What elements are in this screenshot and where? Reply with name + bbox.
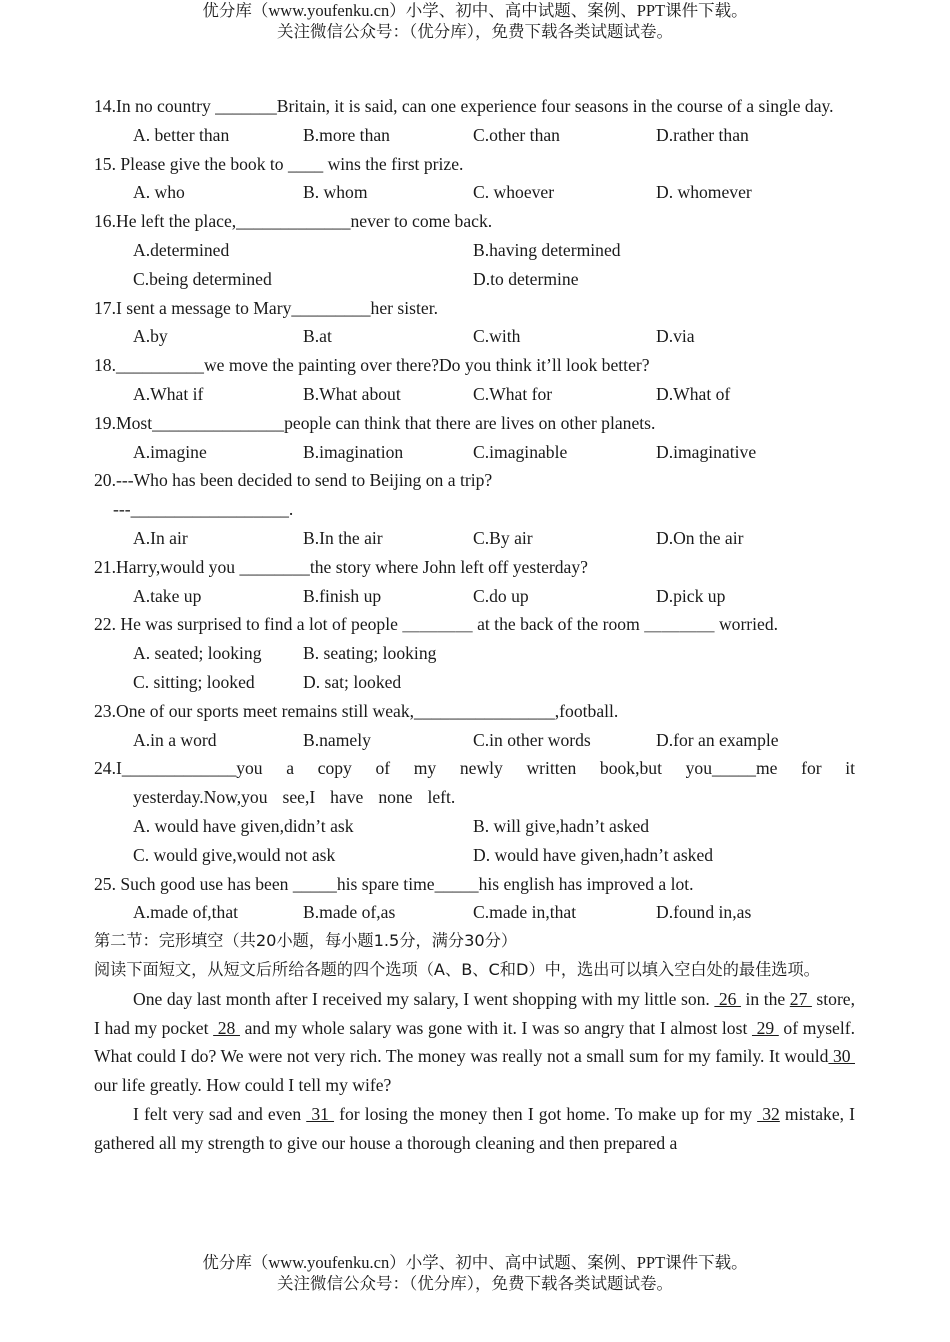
blank-27: 27	[789, 988, 812, 1009]
passage-text: store, I had my pocket	[94, 988, 856, 1038]
option-d: D.On the air	[656, 527, 744, 548]
option-c: C.do up	[473, 585, 529, 606]
option-d: D.found in,as	[656, 902, 752, 923]
question-stem: 23.One of our sports meet remains still weak,________________,football.	[94, 700, 619, 721]
question-stem: 22. He was surprised to find a lot of people ＿＿＿＿ at the back of the room ＿＿＿＿ worried.	[94, 614, 779, 635]
option-b: B.having determined	[473, 239, 621, 260]
option-b: B.namely	[303, 729, 371, 750]
option-b: B.finish up	[303, 585, 382, 606]
option-c: C. would give,would not ask	[133, 844, 336, 865]
option-c: C. sitting; looked	[133, 671, 255, 692]
options-row	[94, 265, 855, 294]
option-b: B. whom	[303, 182, 368, 203]
question-21	[94, 553, 855, 611]
question-stem-response: ---__________________.	[113, 499, 294, 520]
option-d: D.pick up	[656, 585, 726, 606]
blank-29: 29	[751, 1017, 779, 1038]
options-row	[94, 121, 855, 150]
question-20	[94, 466, 855, 552]
question-19	[94, 409, 855, 467]
question-stem: 18.__________we move the painting over there?Do you think it’ll look better?	[94, 355, 650, 376]
option-d: D. would have given,hadn’t asked	[473, 844, 714, 865]
options-row	[94, 668, 855, 697]
question-22	[94, 610, 855, 696]
question-stem: 15. Please give the book to ____ wins the first prize.	[94, 153, 464, 174]
question-25	[94, 870, 855, 928]
option-a: A.made of,that	[133, 902, 239, 923]
option-a: A. better than	[133, 124, 230, 145]
question-stem: 19.Most_______________people can think that there are lives on other planets.	[94, 412, 656, 433]
option-a: A.by	[133, 326, 168, 347]
question-stem: 21.Harry,would you ________the story where John left off yesterday?	[94, 556, 588, 577]
option-a: A. who	[133, 182, 185, 203]
option-b: B.made of,as	[303, 902, 396, 923]
page-header	[0, 0, 950, 42]
question-24	[94, 754, 870, 869]
options-row	[94, 236, 855, 265]
option-a: A.in a word	[133, 729, 217, 750]
option-a: A. seated; looking	[133, 643, 262, 664]
options-row	[94, 812, 855, 841]
option-a: A.imagine	[133, 441, 207, 462]
passage-text: I felt very sad and even	[133, 1103, 307, 1124]
question-23	[94, 697, 855, 755]
question-14	[94, 92, 855, 150]
option-b: B.more than	[303, 124, 390, 145]
option-b: B. seating; looking	[303, 643, 437, 664]
question-17	[94, 294, 855, 352]
option-c: C.What for	[473, 383, 553, 404]
option-d: D.for an example	[656, 729, 779, 750]
option-d: D.What of	[656, 383, 731, 404]
passage-text: our life greatly. How could I tell my wife?	[94, 1075, 392, 1096]
option-b: B.at	[303, 326, 332, 347]
header-line-2: 关注微信公众号：（优分库），免费下载各类试题试卷。	[277, 22, 673, 41]
option-d: D.to determine	[473, 268, 579, 289]
options-row	[94, 841, 855, 870]
options-row	[94, 898, 855, 927]
option-c: C.in other words	[473, 729, 591, 750]
blank-30: 30	[828, 1046, 855, 1067]
options-row	[94, 582, 855, 611]
option-d: D.via	[656, 326, 695, 347]
options-row	[94, 639, 855, 668]
option-a: A.In air	[133, 527, 188, 548]
page-footer	[0, 1252, 950, 1294]
question-stem: 24.I_____________you a copy of my newly written book,but you_____me for it yesterday.Now,you see,I have none left.	[94, 758, 870, 808]
option-d: D. whomever	[656, 182, 752, 203]
question-stem: 17.I sent a message to Mary_________her sister.	[94, 297, 438, 318]
option-d: D. sat; looked	[303, 671, 402, 692]
option-c: C.being determined	[133, 268, 272, 289]
option-a: A. would have given,didn’t ask	[133, 815, 354, 836]
options-row	[94, 322, 855, 351]
option-d: D.rather than	[656, 124, 749, 145]
passage-text: mistake, I gathered all my strength to give our house a thorough cleaning and then prepared a	[94, 1103, 856, 1153]
passage-text: for losing the money then I got home. To make up for my	[334, 1103, 758, 1124]
options-row	[94, 438, 855, 467]
blank-31: 31	[306, 1103, 335, 1124]
option-b: B.What about	[303, 383, 401, 404]
option-c: C.made in,that	[473, 902, 577, 923]
section-instruction: 阅读下面短文，从短文后所给各题的四个选项（A、B、C和D）中，选出可以填入空白处的最佳选项。	[94, 959, 820, 979]
exam-content	[94, 92, 870, 1157]
passage-text: and my whole salary was gone with it. I was so angry that I almost lost	[239, 1017, 752, 1038]
options-row	[94, 726, 855, 755]
question-15	[94, 150, 855, 208]
section-title: 第二节：完形填空（共20小题，每小题1.5分，满分30分）	[94, 931, 518, 951]
option-c: C.By air	[473, 527, 533, 548]
question-stem: 14.In no country _______Britain, it is said, can one experience four seasons in the course of a single day.	[94, 96, 834, 116]
question-16	[94, 207, 855, 293]
passage-text: One day last month after I received my salary, I went shopping with my little son.	[133, 988, 715, 1009]
option-a: A.take up	[133, 585, 202, 606]
option-c: C.imaginable	[473, 441, 568, 462]
option-b: B. will give,hadn’t asked	[473, 815, 650, 836]
options-row	[94, 524, 855, 553]
question-stem: 20.---Who has been decided to send to Beijing on a trip?	[94, 470, 493, 491]
passage-text: in the	[741, 988, 790, 1009]
question-stem: 16.He left the place,_____________never to come back.	[94, 211, 493, 232]
option-b: B.In the air	[303, 527, 383, 548]
option-a: A.determined	[133, 239, 230, 260]
header-line-1: 优分库（www.youfenku.cn）小学、初中、高中试题、案例、PPT课件下载。	[202, 1, 748, 20]
option-c: C.other than	[473, 124, 560, 145]
footer-line-1: 优分库（www.youfenku.cn）小学、初中、高中试题、案例、PPT课件下载。	[202, 1253, 748, 1272]
passage-text: of myself. What could I do? We were not very rich. The money was really not a small sum for my family. It would	[94, 1017, 855, 1067]
question-18	[94, 351, 855, 409]
question-stem: 25. Such good use has been _____his spare time_____his english has improved a lot.	[94, 873, 694, 894]
blank-28: 28	[213, 1017, 240, 1038]
option-a: A.What if	[133, 383, 204, 404]
blank-32: 32	[757, 1103, 780, 1124]
option-c: C. whoever	[473, 182, 555, 203]
option-c: C.with	[473, 326, 521, 347]
blank-26: 26	[714, 988, 741, 1009]
footer-line-2: 关注微信公众号：（优分库），免费下载各类试题试卷。	[277, 1274, 673, 1293]
passage-paragraph-1	[94, 985, 855, 1100]
option-b: B.imagination	[303, 441, 404, 462]
passage-paragraph-2	[94, 1100, 855, 1158]
option-d: D.imaginative	[656, 441, 757, 462]
options-row	[94, 178, 855, 207]
options-row	[94, 380, 855, 409]
